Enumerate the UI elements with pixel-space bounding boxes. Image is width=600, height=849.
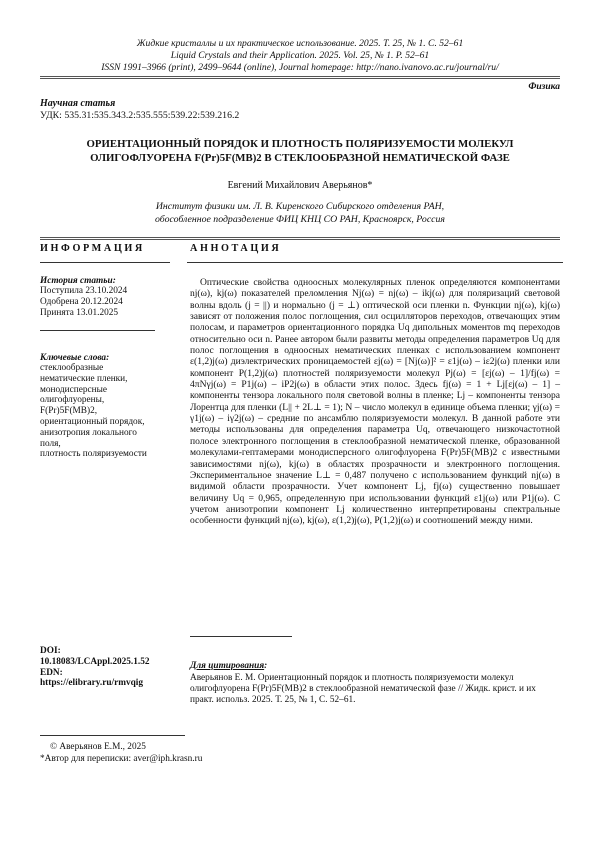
keyword-line: олигофлуорены, — [40, 395, 185, 406]
copyright: © Аверьянов Е.М., 2025 — [40, 741, 340, 753]
keyword-line: ориентационный порядок, — [40, 417, 185, 428]
history-approved: Одобрена 20.12.2024 — [40, 297, 180, 308]
keyword-line: стеклообразные — [40, 363, 185, 374]
history-rule — [40, 330, 155, 331]
keyword-line: монодисперсные — [40, 385, 185, 396]
abstract-heading: АННОТАЦИЯ — [190, 243, 281, 254]
title-line-2: ОЛИГОФЛУОРЕНА F(Pr)5F(MB)2 В СТЕКЛООБРАЗНОЙ НЕМАТИЧЕСКОЙ ФАЗЕ — [50, 151, 550, 165]
affiliation-line-1: Институт физики им. Л. В. Киренского Сибирского отделения РАН, — [40, 201, 560, 214]
doi-link[interactable]: 10.18083/LCAppl.2025.1.52 — [40, 657, 185, 668]
info-heading: ИНФОРМАЦИЯ — [40, 243, 145, 254]
keyword-line: нематические пленки, — [40, 374, 185, 385]
article-type: Научная статья — [40, 98, 115, 109]
body-divider — [40, 237, 560, 240]
header-divider — [40, 76, 560, 79]
article-history — [40, 276, 180, 318]
history-accepted: Принята 13.01.2025 — [40, 308, 180, 319]
edn-link[interactable]: https://elibrary.ru/rmvqig — [40, 678, 185, 689]
edn-label: EDN: — [40, 668, 185, 679]
keywords — [40, 353, 185, 460]
footnote-rule — [40, 735, 185, 736]
keyword-line: плотность поляризуемости — [40, 449, 185, 460]
journal-header — [40, 38, 560, 74]
title-line-1: ОРИЕНТАЦИОННЫЙ ПОРЯДОК И ПЛОТНОСТЬ ПОЛЯРИЗУЕМОСТИ МОЛЕКУЛ — [50, 137, 550, 151]
journal-title-ru: Жидкие кристаллы и их практическое использование. 2025. Т. 25, № 1. С. 52–61 — [40, 38, 560, 50]
abstract-text: Оптические свойства одноосных молекулярных пленок определяются компонентами nj(ω), kj(ω) показателей преломления Nj(ω) = nj(ω) – ikj(ω) для поляризаций световой волны вдоль (j = ||) и нормально (j = ⊥) оптической оси пленки n. Функции nj(ω), kj(ω) зависят от положения полос поглощения, сил осцилляторов переходов, отвечающих этим полосам, и параметров ориентационного порядка Uq дипольных моментов mq переходов относительно оси n. Ранее автором были развиты методы определения параметров Uq для полос поглощения в одноосных нематических пленках с использованием компонент ε(1,2)j(ω) диэлектрических проницаемостей εj(ω) = [Nj(ω)]² = ε1j(ω) – iε2j(ω) пленки или компонент P(1,2)j(ω) плотностей поляризуемости молекул Pj(ω) = [εj(ω) – 1]/fj(ω) = 4πNγj(ω) = P1j(ω) – iP2j(ω) в области этих полос. Здесь fj(ω) = 1 + Lj[εj(ω) – 1] – компоненты тензора локального поля световой волны в пленке; Lj – компоненты тензора Лорентца для пленки (L|| + 2L⊥ = 1); N – число молекул в единице объема пленки; γj(ω) = γ1j(ω) – iγ2j(ω) – средние по ансамблю поляризуемости молекул. В данной работе эти методы использованы для определения параметра Uq, отвечающего низкочастотной полосе электронного поглощения в стеклообразной нематической пленке, образованной молекулами-гептамерами монодисперсного олигофлуорена F(Pr)5F(MB)2 с известными зависимостями nj(ω), kj(ω) в областях прозрачности и электронного поглощения. Экспериментальное значение L⊥ = 0,487 получено с использованием функций nj(ω) в видимой области прозрачности. Учет компонент Lj, fj(ω) существенно повышает величину Uq = 0,965, определенную при использовании функций ε1j(ω) или P1j(ω). С учетом анизотропии компонент Lj количественно интерпретированы спектральные особенности функций nj(ω), kj(ω), ε(1,2)j(ω), P(1,2)j(ω) и соотношений между ними. — [190, 277, 560, 527]
citation-block: Для цитирования: Аверьянов Е. М. Ориентационный порядок и плотность поляризуемости молекул олигофлуорена F(Pr)5F(MB)2 в стеклообразной нематической фазе // Жидк. крист. и их практ. использ. 2025. Т. 25, № 1, С. 52–61. — [190, 655, 560, 706]
keyword-line: анизотропия локального — [40, 428, 185, 439]
info-heading-rule — [40, 262, 170, 263]
keyword-line: F(Pr)5F(MB)2, — [40, 406, 185, 417]
keyword-line: поля, — [40, 439, 185, 450]
abstract-end-rule — [190, 636, 292, 637]
journal-issn: ISSN 1991–3966 (print), 2499–9644 (online), Journal homepage: http://nano.ivanovo.ac.ru/journal/ru/ — [40, 62, 560, 74]
footnotes — [40, 741, 340, 765]
abstract-heading-rule — [187, 262, 563, 263]
affiliation-line-2: обособленное подразделение ФИЦ КНЦ СО РАН, Красноярск, Россия — [40, 214, 560, 227]
doi-label: DOI: — [40, 646, 185, 657]
journal-title-en: Liquid Crystals and their Application. 2025. Vol. 25, № 1. P. 52–61 — [40, 50, 560, 62]
keywords-label: Ключевые слова: — [40, 353, 185, 363]
affiliation — [40, 201, 560, 226]
citation-label: Для цитирования — [190, 661, 264, 671]
doi-block — [40, 646, 185, 689]
citation-text: Аверьянов Е. М. Ориентационный порядок и плотность поляризуемости молекул олигофлуорена F(Pr)5F(MB)2 в стеклообразной нематической фазе // Жидк. крист. и их практ. использ. 2025. Т. 25, № 1, С. 52–61. — [190, 673, 560, 706]
article-title — [50, 137, 550, 165]
author-contact: *Автор для переписки: aver@iph.krasn.ru — [40, 753, 340, 765]
history-label: История статьи: — [40, 276, 180, 286]
author-name: Евгений Михайлович Аверьянов* — [40, 180, 560, 191]
history-received: Поступила 23.10.2024 — [40, 286, 180, 297]
section-label: Физика — [40, 82, 560, 92]
udk-code: УДК: 535.31:535.343.2:535.555:539.22:539.216.2 — [40, 110, 239, 121]
